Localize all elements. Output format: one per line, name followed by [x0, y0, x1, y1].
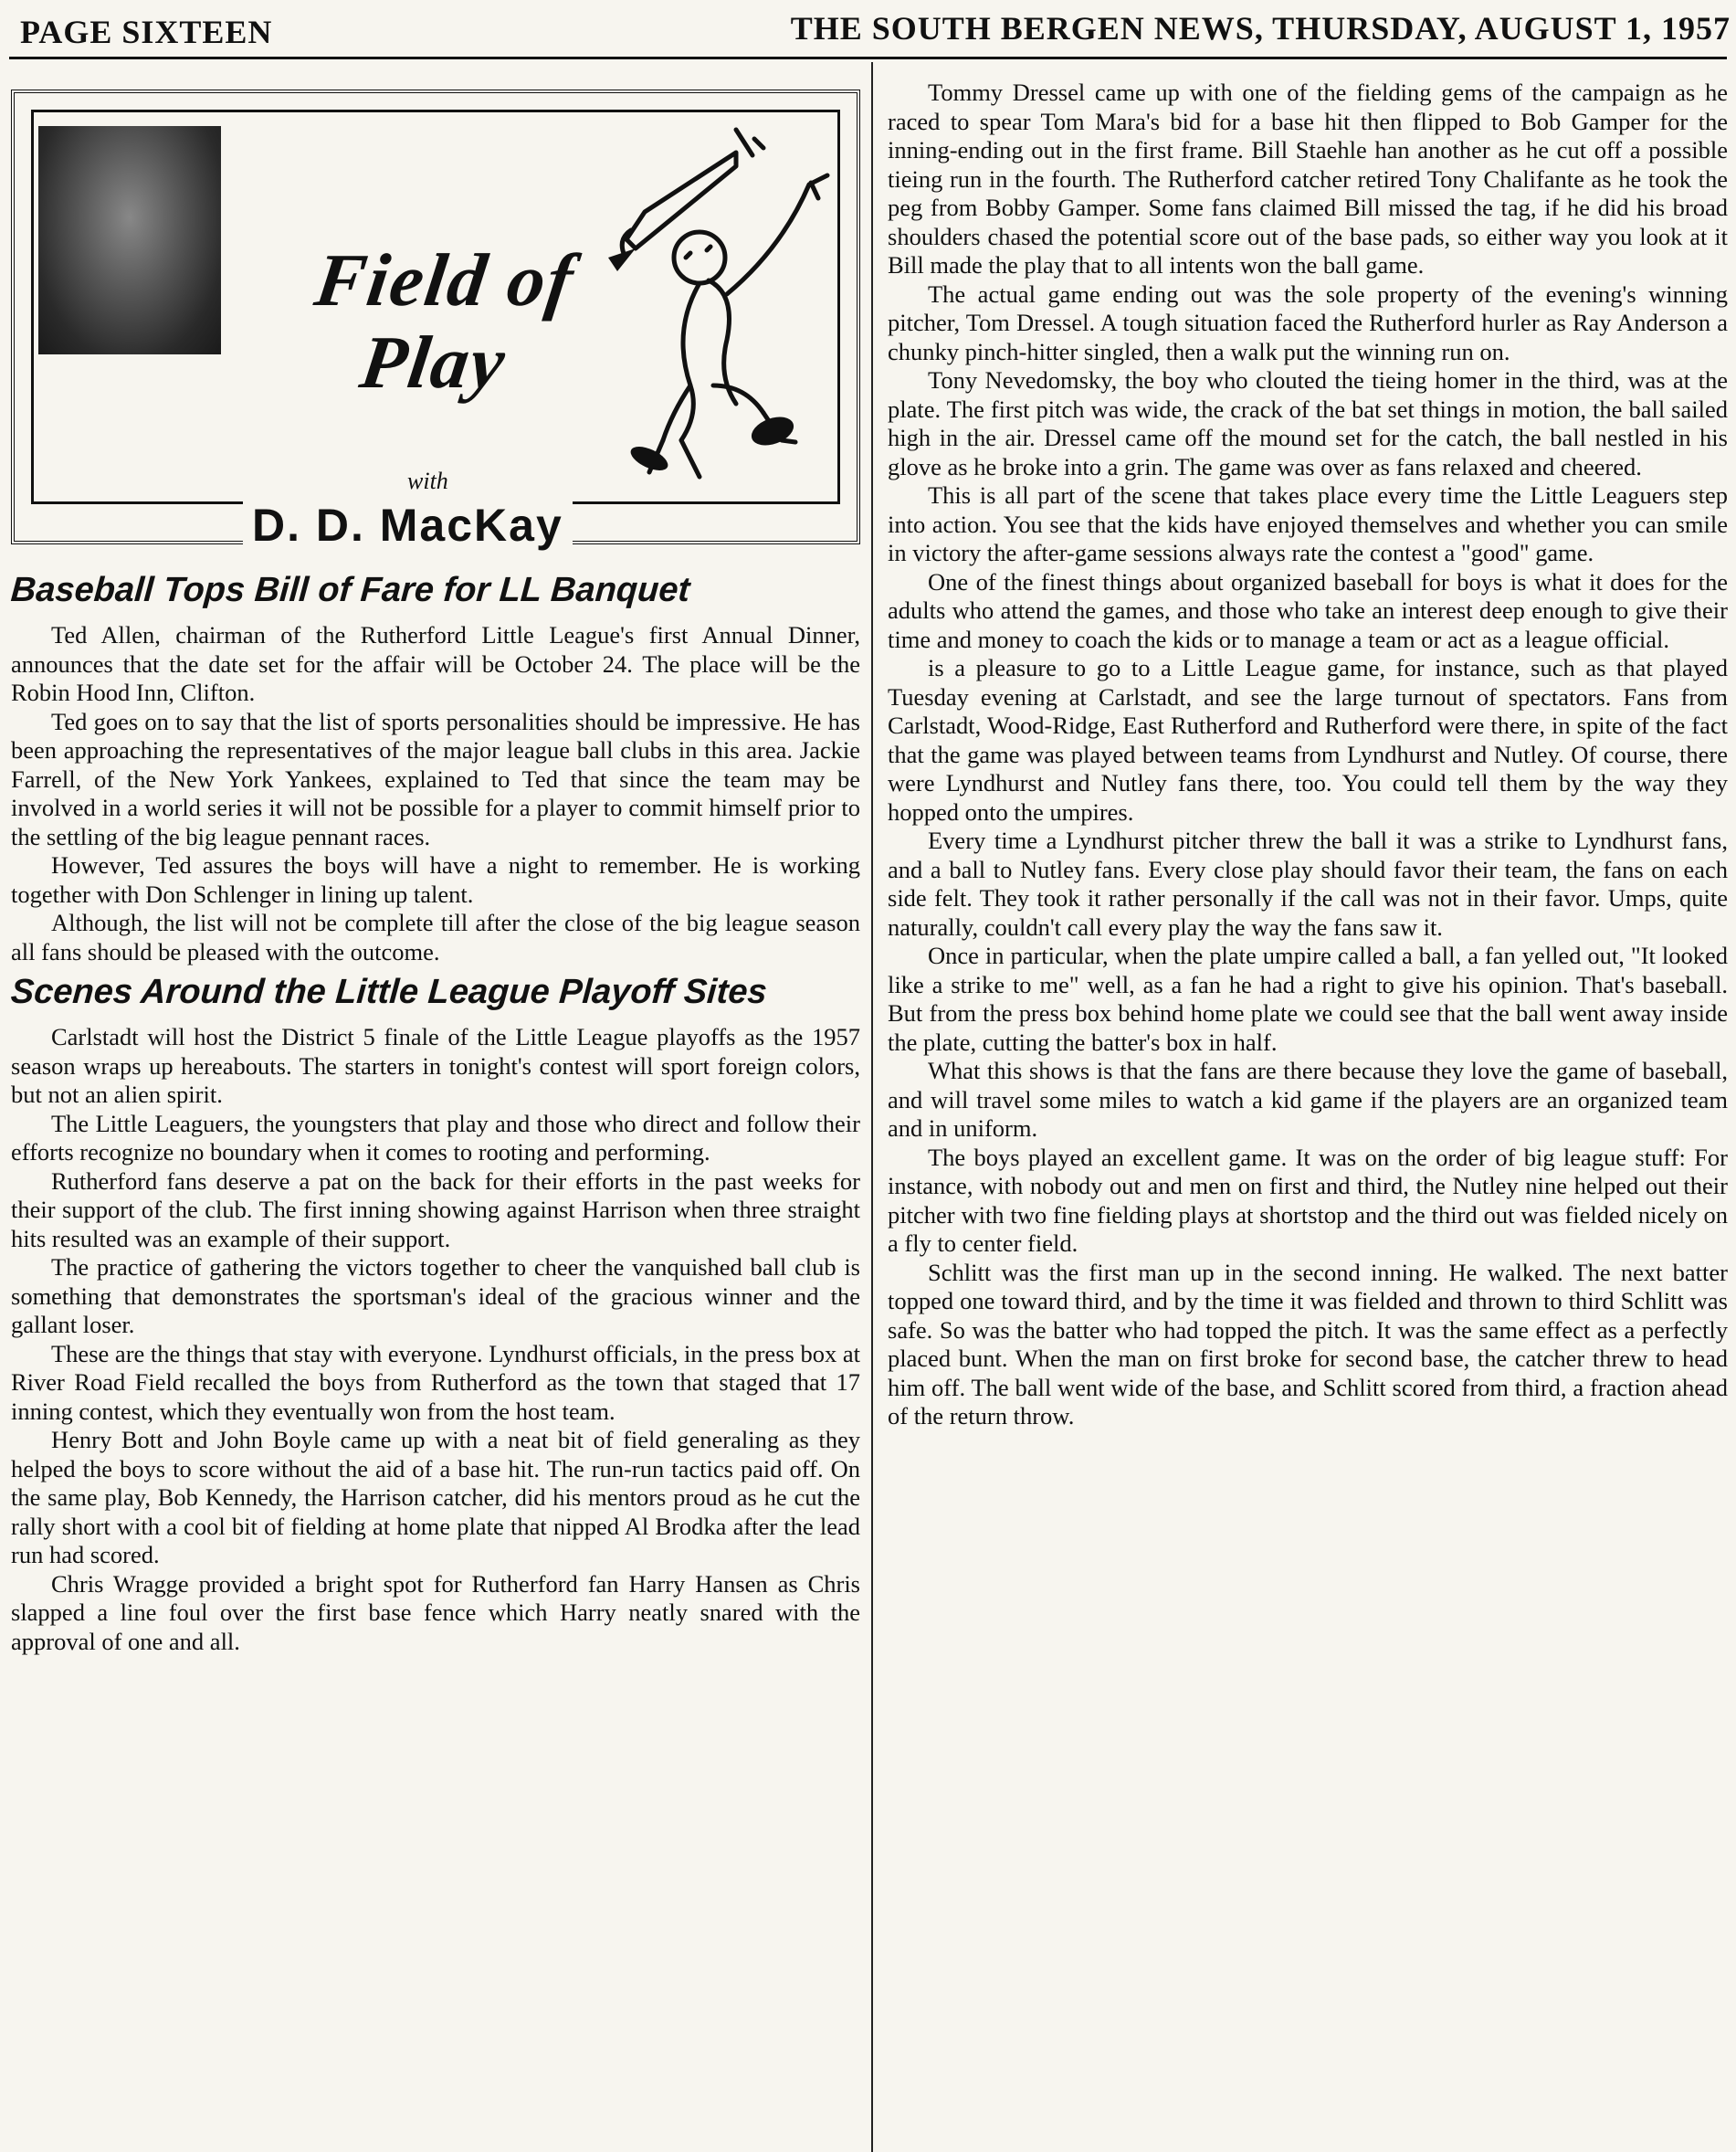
article-paragraph: The practice of gathering the victors together to cheer the vanquished ball club is something that demonstrates the sportsman's ideal of the gracious winner and the gallant loser. — [11, 1253, 860, 1338]
article-paragraph: Once in particular, when the plate umpire called a ball, a fan yelled out, "It looked like a strike to me" well, as a fan he had a right to give his opinion. That's baseball. But from the press box behind home plate we could see that the ball went away inside the plate, cutting the batter's box in half. — [888, 942, 1728, 1056]
headline-playoff-sites: Scenes Around the Little League Playoff Sites — [9, 973, 769, 1011]
left-column — [11, 564, 860, 1656]
masthead — [0, 0, 1736, 64]
article-paragraph: Chris Wragge provided a bright spot for Rutherford fan Harry Hansen as Chris slapped a line foul over the first base fence which Harry neatly snared with the approval of one and all. — [11, 1569, 860, 1655]
article-paragraph: is a pleasure to go to a Little League game, for instance, such as that played Tuesday evening at Carlstadt, and see the large turnout of spectators. Fans from Carlstadt, Wood-Ridge, East Rutherford and Rutherford were there, in spite of the fact that the game was played between teams from Lyndhurst and Nutley. Of course, there were Lyndhurst and Nutley fans there, too. You could tell them by the way they hopped onto the umpires. — [888, 654, 1728, 826]
article-paragraph: Carlstadt will host the District 5 finale of the Little League playoffs as the 1957 season wraps up hereabouts. The starters in tonight's contest will sport foreign colors, but not an alien spirit. — [11, 1023, 860, 1108]
masthead-rule — [9, 57, 1727, 59]
article-paragraph: Ted Allen, chairman of the Rutherford Little League's first Annual Dinner, announces that the date set for the affair will be October 24. The place will be the Robin Hood Inn, Clifton. — [11, 621, 860, 706]
byline-with: with — [407, 468, 448, 494]
page-label: PAGE SIXTEEN — [20, 14, 273, 50]
right-column — [888, 79, 1728, 1431]
portrait-photo-icon — [38, 126, 221, 354]
article-paragraph: This is all part of the scene that takes place every time the Little Leaguers step into action. You see that the kids have enjoyed themselves and whether you can smile in victory the after-game sessions always rate the contest a "good" game. — [888, 481, 1728, 566]
column-header-box — [11, 90, 860, 551]
byline-author: D. D. MacKay — [243, 499, 573, 552]
article-paragraph: Tony Nevedomsky, the boy who clouted the tieing homer in the third, was at the plate. The first pitch was wide, the crack of the bat set things in motion, the ball sailed high in the air. Dressel came off the mound set for the catch, the ball nestled in his glove as he broke into a grin. The game was over as fans relaxed and cheered. — [888, 366, 1728, 480]
article-paragraph: Tommy Dressel came up with one of the fielding gems of the campaign as he raced to spear Tom Mara's bid for a base hit then flipped to Bob Gamper for the inning-ending out in the first frame. Bill Staehle han another as he cut off a possible tieing run in the fourth. The Rutherford catcher retired Tony Chalifante as he took the peg from Bobby Gamper. Some fans claimed Bill missed the tag, if he did his broad shoulders chased the potential score out of the base pads, so either way you look at it Bill made the play that to all intents won the ball game. — [888, 79, 1728, 279]
article-paragraph: What this shows is that the fans are there because they love the game of baseball, and will travel some miles to watch a kid game if the players are an organized team and in uniform. — [888, 1057, 1728, 1142]
article-paragraph: Every time a Lyndhurst pitcher threw the ball it was a strike to Lyndhurst fans, and a ball to Nutley fans. Every close play should favor their team, the fans on each side felt. They took it rather personally if the call was not in their favor. Umps, quite naturally, couldn't call every play the way the fans saw it. — [888, 827, 1728, 941]
column-title-line1: Field of — [310, 238, 581, 322]
article-paragraph: Rutherford fans deserve a pat on the back for their efforts in the past weeks for their support of the club. The first inning showing against Harrison when three straight hits resulted was an example of their support. — [11, 1166, 860, 1252]
article-paragraph: These are the things that stay with everyone. Lyndhurst officials, in the press box at River Road Field recalled the boys from Rutherford as the town that staged that 17 inning contest, which they eventually won from the host team. — [11, 1339, 860, 1425]
article-paragraph: Although, the list will not be complete till after the close of the big league season all fans should be pleased with the outcome. — [11, 909, 860, 965]
column-title-line2: Play — [355, 321, 512, 404]
article-paragraph: Henry Bott and John Boyle came up with a neat bit of field generaling as they helped the boys to score without the aid of a base hit. The run-run tactics paid off. On the same play, Bob Kennedy, the Harrison catcher, did his mentors proud as he cut the rally short with a cool bit of fielding at home plate that nipped Al Brodka after the lead run had scored. — [11, 1426, 860, 1568]
column-divider — [871, 62, 873, 2152]
article-paragraph: The boys played an excellent game. It was on the order of big league stuff: For instance, with nobody out and men on first and third, the Nutley nine helped out their pitcher with two fine fielding plays at shortstop and the third out was fielded nicely on a fly to center field. — [888, 1143, 1728, 1257]
headline-banquet: Baseball Tops Bill of Fare for LL Banquet — [9, 571, 691, 609]
article-paragraph: Ted goes on to say that the list of sports personalities should be impressive. He has been approaching the representatives of the major league ball clubs in this area. Jackie Farrell, of the New York Yankees, explained to Ted that since the team may be involved in a world series it will not be possible for a player to commit himself prior to the settling of the big league pennant races. — [11, 707, 860, 850]
newspaper-title: THE SOUTH BERGEN NEWS, THURSDAY, AUGUST 1, 1957 — [790, 10, 1731, 47]
article-paragraph: The Little Leaguers, the youngsters that play and those who direct and follow their efforts recognize no boundary when it comes to rooting and performing. — [11, 1109, 860, 1166]
bugler-cartoon-icon — [599, 111, 846, 495]
article-paragraph: One of the finest things about organized baseball for boys is what it does for the adults who attend the games, and those who take an interest deep enough to give their time and money to coach the kids or to manage a team or act as a league official. — [888, 567, 1728, 653]
column-title — [231, 239, 647, 404]
article-paragraph: The actual game ending out was the sole property of the evening's winning pitcher, Tom Dressel. A tough situation faced the Rutherford hurler as Ray Anderson a chunky pinch-hitter singled, then a walk put the winning run on. — [888, 280, 1728, 365]
article-paragraph: Schlitt was the first man up in the second inning. He walked. The next batter topped one toward third, and by the time it was fielded and thrown to third Schlitt was safe. So was the batter who had topped the pitch. It was the same effect as a perfectly placed bunt. When the man on first broke for second base, the catcher threw to head him off. The ball went wide of the base, and Schlitt scored from third, a fraction ahead of the return throw. — [888, 1258, 1728, 1429]
article-paragraph: However, Ted assures the boys will have a night to remember. He is working together with Don Schlenger in lining up talent. — [11, 851, 860, 908]
